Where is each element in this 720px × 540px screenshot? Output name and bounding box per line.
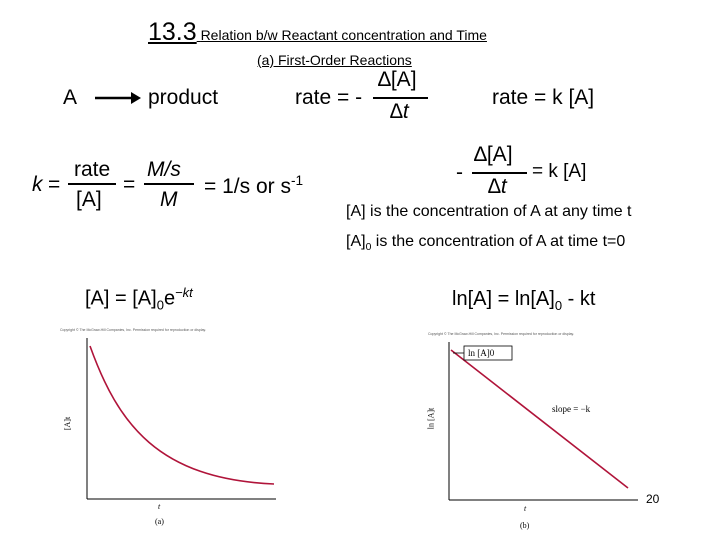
plot-b-slope-label: slope = −k (552, 404, 591, 414)
plot-b-linear-line (451, 350, 628, 488)
k-equals-2: = (123, 173, 136, 196)
note-line-2: $[A]_0$ is the concentration of A at time t=0 (346, 233, 626, 254)
plot-b-copyright: Copyright © The McGraw-Hill Companies, Inc. Permission required for reproduction or display. (428, 332, 575, 336)
page-number: 20 (646, 492, 660, 506)
rate-lhs: rate = - (295, 86, 363, 109)
combined-denominator: ∆t (488, 175, 507, 198)
plot-a-caption: (a) (155, 517, 164, 526)
plot-b-ylabel: ln [A]t (426, 407, 436, 430)
k-Ms-num: M/s (147, 158, 181, 181)
rate-law: rate = k [A] (492, 86, 595, 109)
reaction-arrow-icon (93, 90, 143, 106)
slide-title (148, 18, 487, 47)
k-equals: = (48, 173, 61, 196)
combined-numerator: ∆[A] (474, 143, 513, 166)
k-fraction-bar-1 (68, 183, 116, 185)
rate-fraction-bar (373, 97, 428, 99)
combined-rhs: = k [A] (532, 161, 587, 182)
plot-b-xlabel: t (524, 504, 527, 513)
note-line-1: [A] is the concentration of A at any time t (346, 203, 632, 220)
k-rate-num: rate (74, 158, 111, 181)
plot-a-xlabel: t (158, 502, 161, 511)
product-label: product (148, 86, 219, 109)
k-M-den: M (160, 188, 178, 211)
plot-b-graph (424, 328, 650, 538)
k-A-den: [A] (76, 188, 102, 211)
k-fraction-bar-2 (144, 183, 194, 185)
exp-rate-law: $[A] = [A]_0e^{-kt}$ (85, 285, 193, 313)
title-text: Relation b/w Reactant concentration and Time (200, 27, 487, 43)
plot-a-copyright: Copyright © The McGraw-Hill Companies, Inc. Permission required for reproduction or display. (60, 328, 207, 332)
combined-minus: - (456, 161, 463, 184)
reactant-label: A (63, 86, 78, 109)
plot-a (58, 324, 288, 534)
plot-b (424, 328, 650, 538)
plot-b-caption: (b) (520, 521, 530, 530)
subtitle: (a) First-Order Reactions (257, 52, 412, 68)
k-units-result: = 1/s or $s^{-1}$ (204, 173, 304, 198)
combined-fraction-bar (472, 172, 527, 174)
ln-rate-law: $\ln[A] = \ln[A]_0$ - kt (452, 288, 596, 313)
k-symbol: k (32, 173, 43, 196)
rate-numerator: ∆[A] (378, 68, 417, 91)
plot-b-intercept-label: ln [A]0 (468, 348, 495, 358)
plot-a-graph (58, 324, 288, 534)
plot-a-decay-curve (90, 346, 274, 484)
section-number: 13.3 (148, 18, 197, 46)
rate-denominator: ∆t (390, 100, 409, 123)
plot-a-ylabel: [A]t (63, 416, 73, 431)
